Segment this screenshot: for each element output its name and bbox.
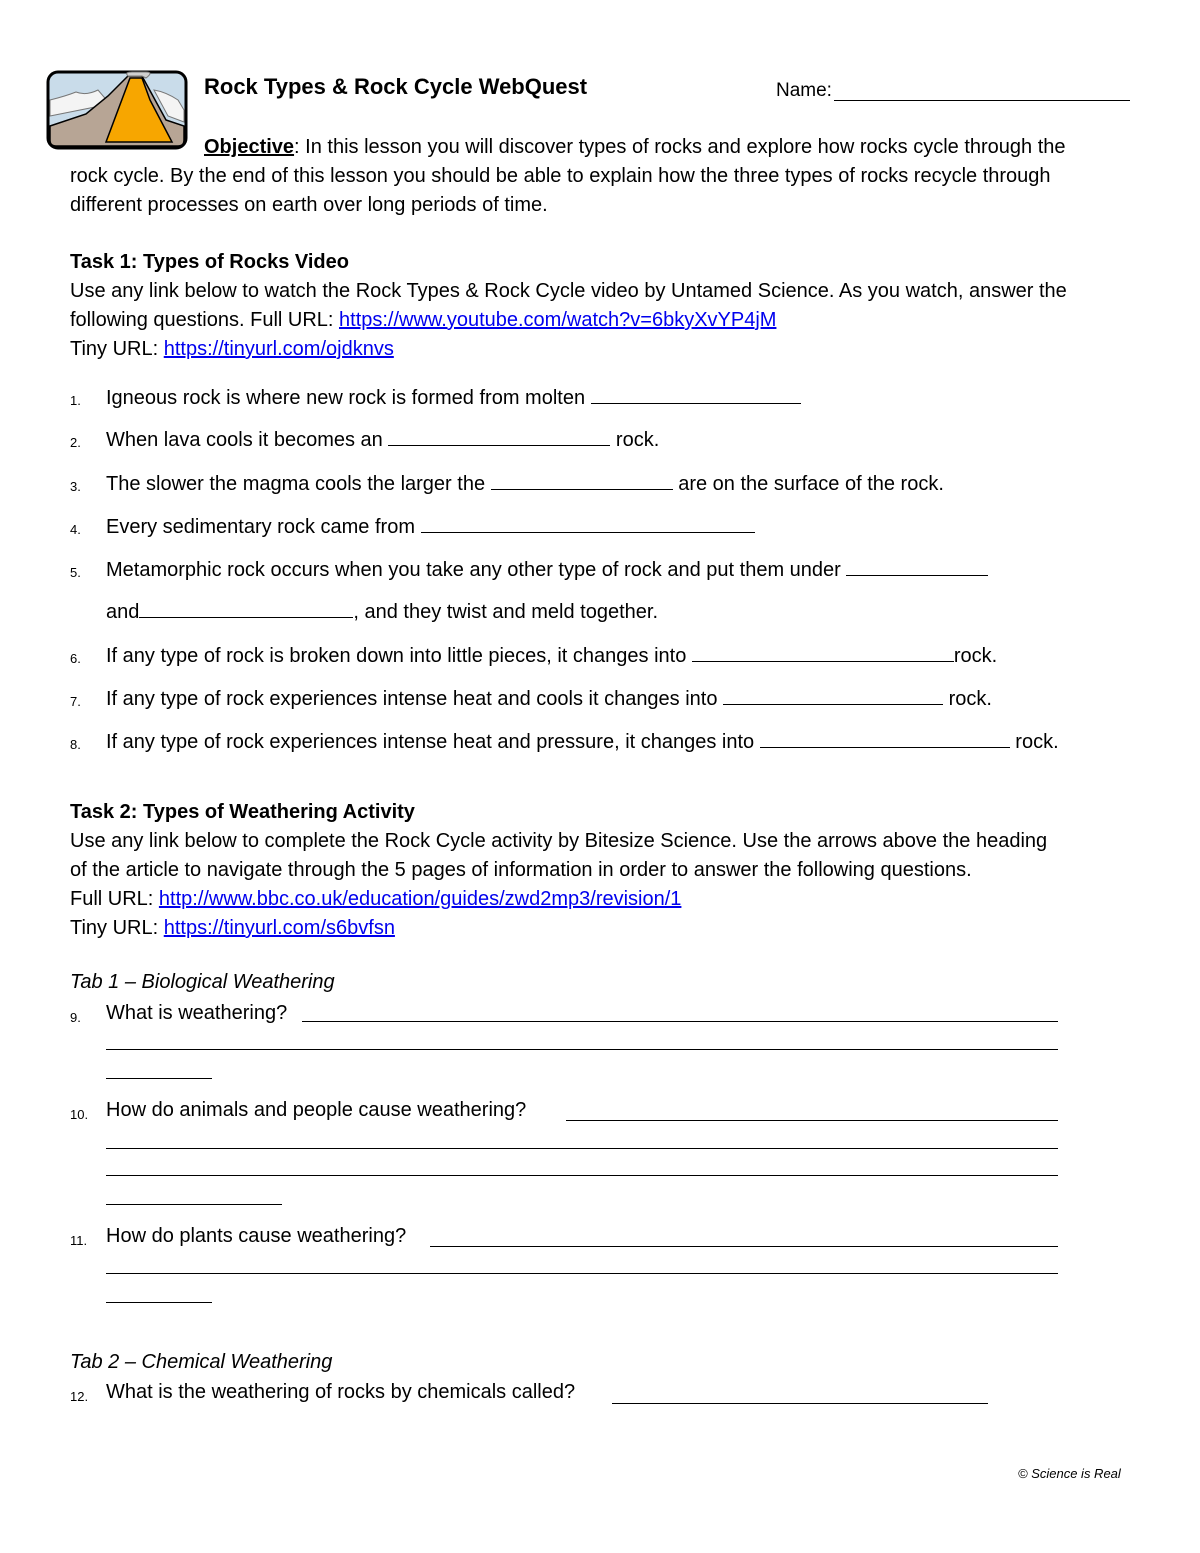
objective-text-1: : In this lesson you will discover types of rocks and explore how rocks cycle through the [294, 136, 1066, 158]
answer-blank[interactable] [723, 686, 943, 705]
task2-tiny-url-label: Tiny URL: [70, 917, 164, 939]
answer-line[interactable] [566, 1120, 1058, 1121]
task1-tiny-url-line [70, 335, 394, 364]
question-1 [106, 385, 801, 410]
question-number: 2. [70, 435, 81, 450]
question-text: When lava cools it becomes an [106, 429, 389, 451]
question-8 [106, 729, 1059, 754]
question-text: rock. [1009, 731, 1059, 753]
question-9: What is weathering? [106, 1002, 288, 1024]
question-number: 5. [70, 565, 81, 580]
task2-tiny-url-line [70, 914, 395, 943]
question-number: 6. [70, 651, 81, 666]
answer-line[interactable] [106, 1049, 1058, 1050]
task2-heading: Task 2: Types of Weathering Activity [70, 801, 415, 823]
question-5-continued [106, 599, 658, 624]
answer-line[interactable] [106, 1204, 282, 1205]
question-12: What is the weathering of rocks by chemicals called? [106, 1381, 576, 1403]
question-5 [106, 557, 988, 582]
tab2-title: Tab 2 – Chemical Weathering [70, 1351, 333, 1373]
question-text: rock. [943, 688, 992, 710]
name-label: Name: [776, 80, 832, 101]
answer-line[interactable] [302, 1021, 1058, 1022]
question-number: 9. [70, 1010, 81, 1025]
answer-blank[interactable] [491, 471, 673, 490]
objective-label: Objective [204, 136, 295, 158]
question-text: Igneous rock is where new rock is formed from molten [106, 387, 591, 409]
question-text: The slower the magma cools the larger the [106, 473, 491, 495]
question-text: If any type of rock is broken down into little pieces, it changes into [106, 645, 692, 667]
answer-line[interactable] [430, 1246, 1058, 1247]
answer-blank[interactable] [388, 427, 610, 446]
answer-line[interactable] [106, 1175, 1058, 1176]
question-number: 11. [70, 1233, 88, 1248]
answer-blank[interactable] [692, 643, 954, 662]
answer-blank[interactable] [591, 385, 801, 404]
question-4 [106, 514, 755, 539]
name-field[interactable] [834, 100, 1130, 101]
answer-line[interactable] [612, 1403, 988, 1404]
task2-tiny-url-link[interactable]: https://tinyurl.com/s6bvfsn [163, 917, 395, 939]
task2-full-url-link[interactable]: http://www.bbc.co.uk/education/guides/zwd2mp3/revision/1 [158, 888, 682, 910]
question-text: rock. [610, 429, 660, 451]
question-text: rock. [953, 645, 998, 667]
question-number: 8. [70, 737, 81, 752]
task1-full-url-link[interactable]: https://www.youtube.com/watch?v=6bkyXvYP4jM [339, 309, 777, 331]
question-number: 7. [70, 694, 81, 709]
question-text: Every sedimentary rock came from [106, 516, 421, 538]
task2-instructions-2: of the article to navigate through the 5 pages of information in order to answer the following questions. [70, 859, 972, 881]
task1-heading: Task 1: Types of Rocks Video [70, 251, 349, 273]
question-text: , and they twist and meld together. [353, 601, 659, 623]
answer-blank[interactable] [846, 557, 988, 576]
question-text: Metamorphic rock occurs when you take any other type of rock and put them under [106, 559, 847, 581]
question-text: and [106, 601, 140, 623]
question-11: How do plants cause weathering? [106, 1225, 407, 1247]
copyright-footer: © Science is Real [1018, 1466, 1121, 1481]
question-2 [106, 427, 659, 452]
objective-line-1 [204, 133, 1066, 162]
answer-line[interactable] [106, 1302, 212, 1303]
task1-instructions-1: Use any link below to watch the Rock Types & Rock Cycle video by Untamed Science. As you watch, answer the [70, 280, 1067, 302]
task1-instructions-2 [70, 306, 776, 335]
question-3 [106, 471, 944, 496]
question-10: How do animals and people cause weathering? [106, 1099, 527, 1121]
question-text: If any type of rock experiences intense heat and cools it changes into [106, 688, 724, 710]
question-text: are on the surface of the rock. [672, 473, 944, 495]
task2-full-url-label: Full URL: [70, 888, 159, 910]
tab1-title: Tab 1 – Biological Weathering [70, 971, 335, 993]
task1-full-url-label: following questions. Full URL: [70, 309, 340, 331]
question-6 [106, 643, 997, 668]
objective-line-2: rock cycle. By the end of this lesson you should be able to explain how the three types of rocks recycle through [70, 165, 1051, 187]
answer-line[interactable] [106, 1078, 212, 1079]
answer-blank[interactable] [139, 599, 353, 618]
task1-tiny-url-link[interactable]: https://tinyurl.com/ojdknvs [163, 338, 394, 360]
question-number: 1. [70, 393, 81, 408]
answer-line[interactable] [106, 1273, 1058, 1274]
page-title: Rock Types & Rock Cycle WebQuest [204, 74, 588, 99]
volcano-logo-icon [46, 70, 188, 150]
answer-blank[interactable] [760, 729, 1010, 748]
objective-line-3: different processes on earth over long periods of time. [70, 194, 548, 216]
question-number: 4. [70, 522, 81, 537]
answer-line[interactable] [106, 1148, 1058, 1149]
question-number: 12. [70, 1389, 89, 1404]
question-7 [106, 686, 992, 711]
answer-blank[interactable] [421, 514, 755, 533]
task1-tiny-url-label: Tiny URL: [70, 338, 164, 360]
question-text: If any type of rock experiences intense heat and pressure, it changes into [106, 731, 760, 753]
question-number: 3. [70, 479, 81, 494]
task2-instructions-1: Use any link below to complete the Rock Cycle activity by Bitesize Science. Use the arrows above the heading [70, 830, 1048, 852]
task2-full-url-line [70, 885, 681, 914]
question-number: 10. [70, 1107, 89, 1122]
